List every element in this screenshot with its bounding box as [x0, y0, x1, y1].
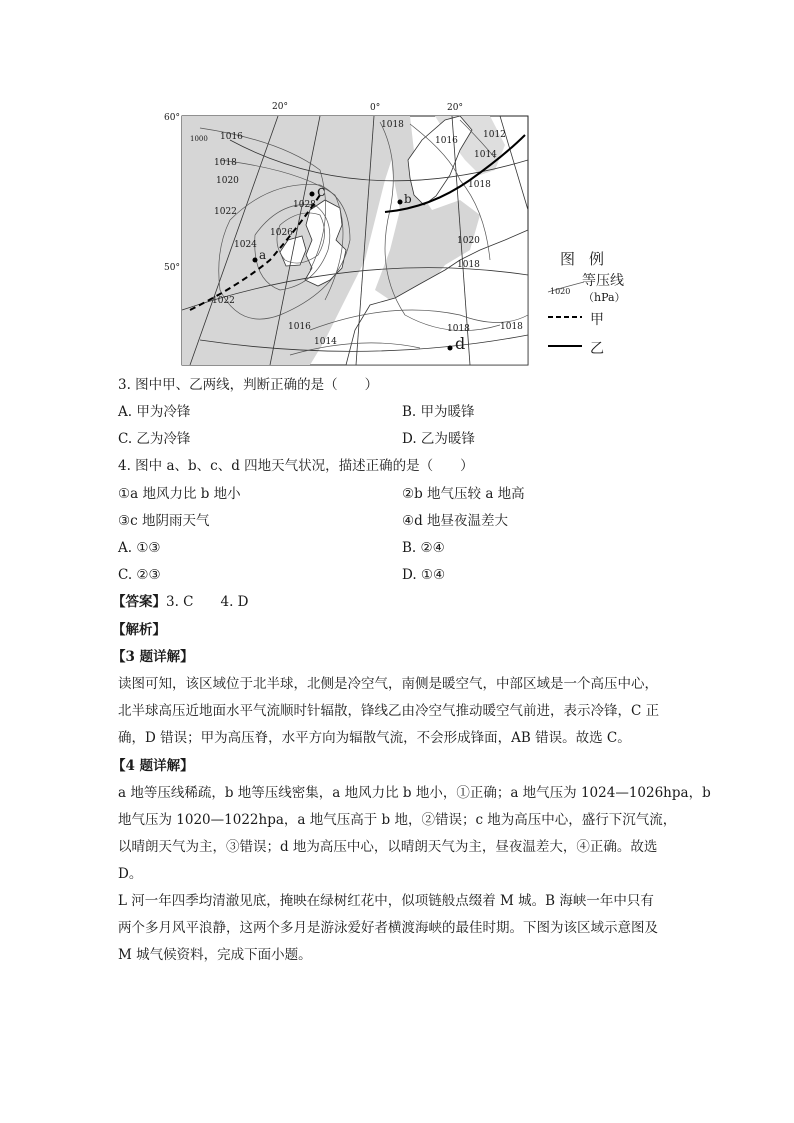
next-passage-line: 两个多月风平浪静，这两个多月是游泳爱好者横渡海峡的最佳时期。下图为该区域示意图及 [118, 920, 658, 936]
question-3-option-b: B. 甲为暖锋 [402, 404, 475, 420]
question-4-stem: 4. 图中 a、b、c、d 四地天气状况，描述正确的是（ ） [118, 458, 474, 474]
isobar-label: 1028 [293, 200, 316, 210]
point-b-label: b [404, 192, 412, 206]
isobar-label: 1022 [212, 296, 235, 306]
isobar-label: 1024 [234, 240, 257, 250]
question-3-stem: 3. 图中甲、乙两线，判断正确的是（ ） [118, 377, 379, 393]
answer-value: 3. C 4. D [166, 594, 249, 610]
legend-title: 图例 [560, 250, 619, 268]
point-d-dot [448, 346, 453, 351]
legend-yi-label: 乙 [590, 341, 604, 357]
detail-4-line: 地气压为 1020—1022hpa，a 地气压高于 b 地，②错误；c 地为高压中心，盛行下沉气流， [118, 812, 677, 828]
question-4-statement-3: ③c 地阴雨天气 [118, 513, 210, 529]
question-4-option-c: C. ②③ [118, 567, 161, 583]
isobar-label: 1018 [457, 260, 480, 270]
isobar-label: 1020 [457, 236, 480, 246]
point-c-dot [310, 192, 315, 197]
question-4-option-d: D. ①④ [402, 567, 446, 583]
answer-label: 【答案】 [112, 594, 166, 610]
legend-isobar-unit: （hPa） [583, 291, 626, 304]
point-b-dot [398, 200, 403, 205]
detail-4-paragraph [118, 780, 711, 888]
question-3-option-c: C. 乙为冷锋 [118, 431, 191, 447]
analysis-label: 【解析】 [112, 622, 166, 638]
question-4-statement-4: ④d 地昼夜温差大 [402, 513, 509, 529]
lon-label: 20° [272, 102, 288, 112]
isobar-label: 1016 [220, 132, 243, 142]
lon-label: 20° [447, 103, 463, 113]
isobar-label: 1018 [447, 324, 470, 334]
legend-jia-label: 甲 [590, 312, 604, 328]
detail-3-line: 北半球高压近地面水平气流顺时针辐散，锋线乙由冷空气推动暖空气前进，表示冷锋，C 正 [118, 703, 660, 719]
isobar-label: 1016 [435, 136, 458, 146]
question-4-option-a: A. ①③ [118, 540, 161, 556]
question-4-statement-2: ②b 地气压较 a 地高 [402, 486, 525, 502]
question-4-option-b: B. ②④ [402, 540, 445, 556]
question-3-option-d: D. 乙为暖锋 [402, 431, 475, 447]
detail-3-label: 【3 题详解】 [112, 649, 194, 665]
question-3-option-a: A. 甲为冷锋 [118, 404, 191, 420]
isobar-label: 1026 [270, 228, 293, 238]
isobar-label: 1018 [468, 180, 491, 190]
point-c-label: c [317, 182, 326, 200]
isobar-label: 1018 [500, 322, 523, 332]
point-a-dot [253, 258, 258, 263]
point-d-label: d [455, 334, 466, 353]
isobar-label: 1016 [288, 322, 311, 332]
detail-4-line: 以晴朗天气为主，③错误；d 地为高压中心，以晴朗天气为主，昼夜温差大，④正确。故选 [118, 839, 658, 855]
legend-isobar-sample-value: 1020 [550, 287, 571, 296]
isobar-label: 1014 [474, 150, 497, 160]
next-passage-line: L 河一年四季均清澈见底，掩映在绿树红花中，似项链般点缀着 M 城。B 海峡一年中只有 [118, 893, 654, 909]
legend-dashed-line [548, 312, 582, 322]
isobar-label: 1012 [483, 130, 506, 140]
point-a-label: a [259, 248, 267, 262]
weather-map [160, 100, 640, 370]
detail-4-line: D。 [118, 866, 143, 882]
legend-isobar-label: 等压线 [582, 273, 624, 289]
detail-4-line: a 地等压线稀疏，b 地等压线密集，a 地风力比 b 地小，①正确；a 地气压为 1024—1026hpa，b [118, 785, 711, 801]
next-passage-paragraph [118, 888, 698, 969]
isobar-label: 1000 [190, 135, 208, 143]
detail-3-paragraph [118, 671, 698, 752]
isobar-label: 1018 [381, 120, 404, 130]
legend-solid-line [548, 341, 582, 351]
isobar-label: 1018 [214, 158, 237, 168]
isobar-label: 1020 [216, 176, 239, 186]
detail-4-label: 【4 题详解】 [112, 758, 194, 774]
lat-label: 60° [164, 113, 180, 123]
isobar-label: 1022 [214, 207, 237, 217]
lat-label: 50° [164, 263, 180, 273]
detail-3-line: 读图可知，该区域位于北半球，北侧是冷空气，南侧是暖空气，中部区域是一个高压中心， [118, 676, 658, 692]
isobar-label: 1014 [314, 337, 337, 347]
detail-3-line: 确，D 错误；甲为高压脊，水平方向为辐散气流，不会形成锋面，AB 错误。故选 C。 [118, 730, 631, 746]
lon-label: 0° [370, 103, 381, 113]
next-passage-line: M 城气候资料，完成下面小题。 [118, 947, 312, 963]
question-4-statement-1: ①a 地风力比 b 地小 [118, 486, 241, 502]
answer-line [112, 593, 249, 611]
